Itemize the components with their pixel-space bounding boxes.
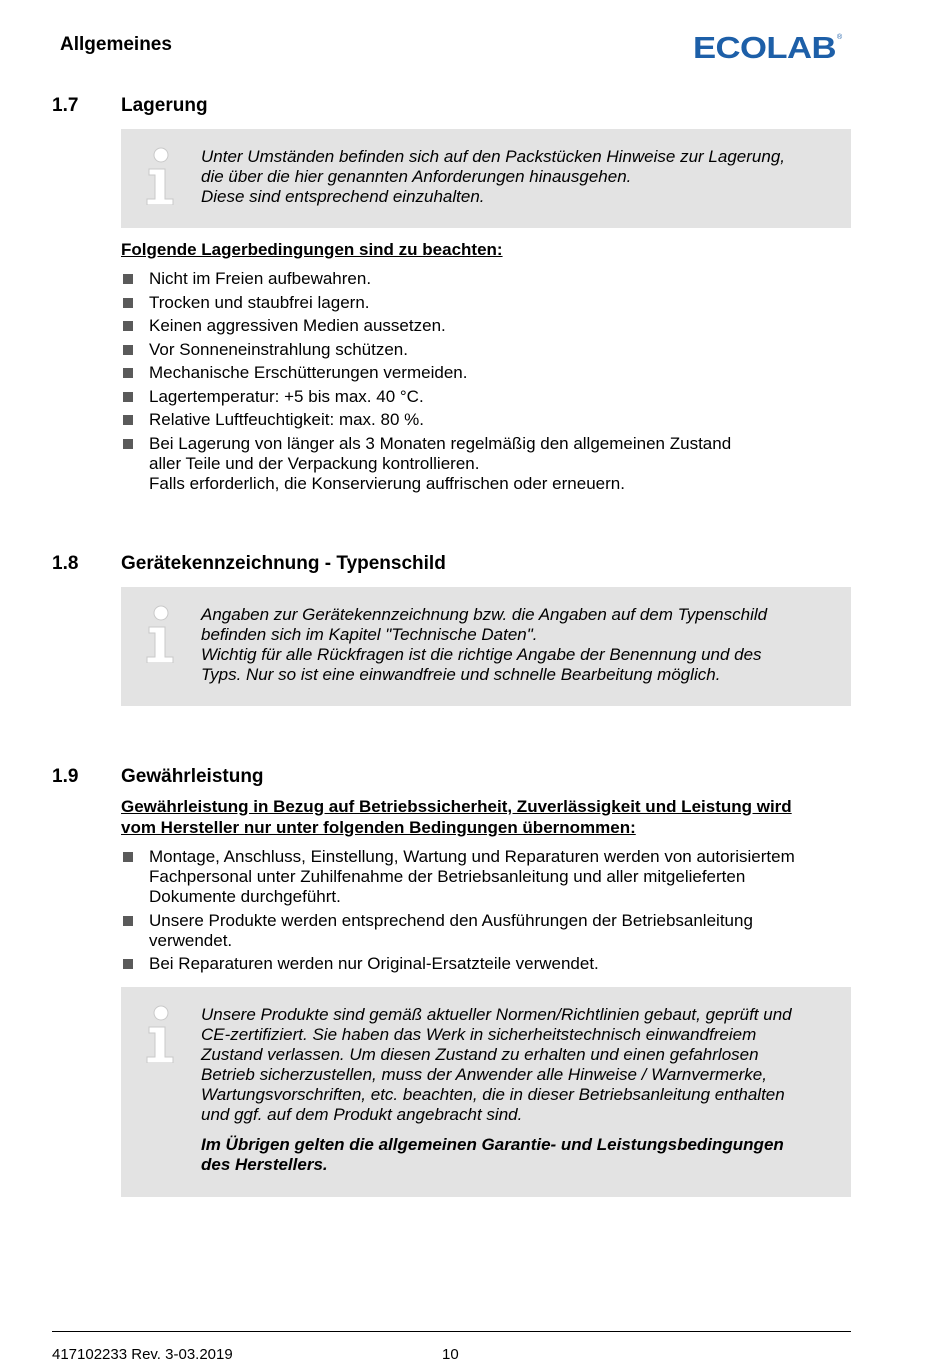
info-icon <box>145 605 177 663</box>
info-note <box>121 129 851 228</box>
footer-page-number: 10 <box>442 1346 459 1363</box>
info-icon <box>145 147 177 205</box>
section-title: Lagerung <box>121 95 208 116</box>
section-title: Gewährleistung <box>121 766 264 787</box>
list-item: Keinen aggressiven Medien aussetzen. <box>121 316 851 336</box>
storage-conditions-heading: Folgende Lagerbedingungen sind zu beachten: <box>121 240 503 259</box>
warranty-conditions-heading: Gewährleistung in Bezug auf Betriebssicherheit, Zuverlässigkeit und Leistung wird vom Hersteller nur unter folgenden Bedingungen übernommen: <box>121 797 792 837</box>
info-note <box>121 587 851 706</box>
svg-text:®: ® <box>837 34 843 41</box>
list-item: Lagertemperatur: +5 bis max. 40 °C. <box>121 387 851 407</box>
list-item: Trocken und staubfrei lagern. <box>121 293 851 313</box>
list-item: Montage, Anschluss, Einstellung, Wartung und Reparaturen werden von autorisiertem Fachpersonal unter Zuhilfenahme der Betriebsanleitung und aller mitgelieferten Dokumente durchgeführt. <box>121 847 851 907</box>
info-note-text: Unsere Produkte sind gemäß aktueller Normen/Richtlinien gebaut, geprüft und CE-zertifiziert. Sie haben das Werk in sicherheitstechnisch einwandfreiem Zustand verlassen. Um diesen Zustand zu erhalten und einen gefahrlosen Betrieb sicherzustellen, muss der Anwender alle Hinweise / Warnvermerke, Wartungsvorschriften, etc. beachten, die in dieser Betriebsanleitung enthalten und ggf. auf dem Produkt angebracht sind. Im Übrigen gelten die allgemeinen Garantie- und Leistungsbedingungen des Herstellers. <box>201 1005 839 1175</box>
info-icon <box>145 1005 177 1063</box>
ecolab-logo <box>693 30 843 62</box>
info-note-text: Unter Umständen befinden sich auf den Packstücken Hinweise zur Lagerung, die über die hier genannten Anforderungen hinausgehen. Diese sind entsprechend einzuhalten. <box>201 147 786 206</box>
logo-text: ECOLAB <box>693 30 836 62</box>
section-number: 1.8 <box>52 553 79 574</box>
section-number: 1.7 <box>52 95 79 116</box>
list-item: Mechanische Erschütterungen vermeiden. <box>121 363 851 383</box>
list-item: Relative Luftfeuchtigkeit: max. 80 %. <box>121 410 851 430</box>
footer-divider <box>52 1331 851 1332</box>
warranty-conditions-list <box>121 847 851 978</box>
list-item: Vor Sonneneinstrahlung schützen. <box>121 340 851 360</box>
page-header-title: Allgemeines <box>60 34 172 55</box>
list-item: Bei Lagerung von länger als 3 Monaten regelmäßig den allgemeinen Zustand aller Teile und der Verpackung kontrollieren. Falls erforderlich, die Konservierung auffrischen oder erneuern. <box>121 434 851 494</box>
storage-conditions-list <box>121 269 851 497</box>
list-item: Bei Reparaturen werden nur Original-Ersatzteile verwendet. <box>121 954 851 974</box>
info-note-text: Angaben zur Gerätekennzeichnung bzw. die Angaben auf dem Typenschild befinden sich im Kapitel "Technische Daten". Wichtig für alle Rückfragen ist die richtige Angabe der Benennung und des Typs. Nur so ist eine einwandfreie und schnelle Bearbeitung möglich. <box>201 605 768 684</box>
list-item: Unsere Produkte werden entsprechend den Ausführungen der Betriebsanleitung verwendet. <box>121 911 851 951</box>
info-note <box>121 987 851 1197</box>
section-title: Gerätekennzeichnung - Typenschild <box>121 553 446 574</box>
list-item: Nicht im Freien aufbewahren. <box>121 269 851 289</box>
section-number: 1.9 <box>52 766 79 787</box>
footer-document-number: 417102233 Rev. 3-03.2019 <box>52 1346 233 1363</box>
info-note-bold: Im Übrigen gelten die allgemeinen Garantie- und Leistungsbedingungen <box>201 1135 784 1154</box>
